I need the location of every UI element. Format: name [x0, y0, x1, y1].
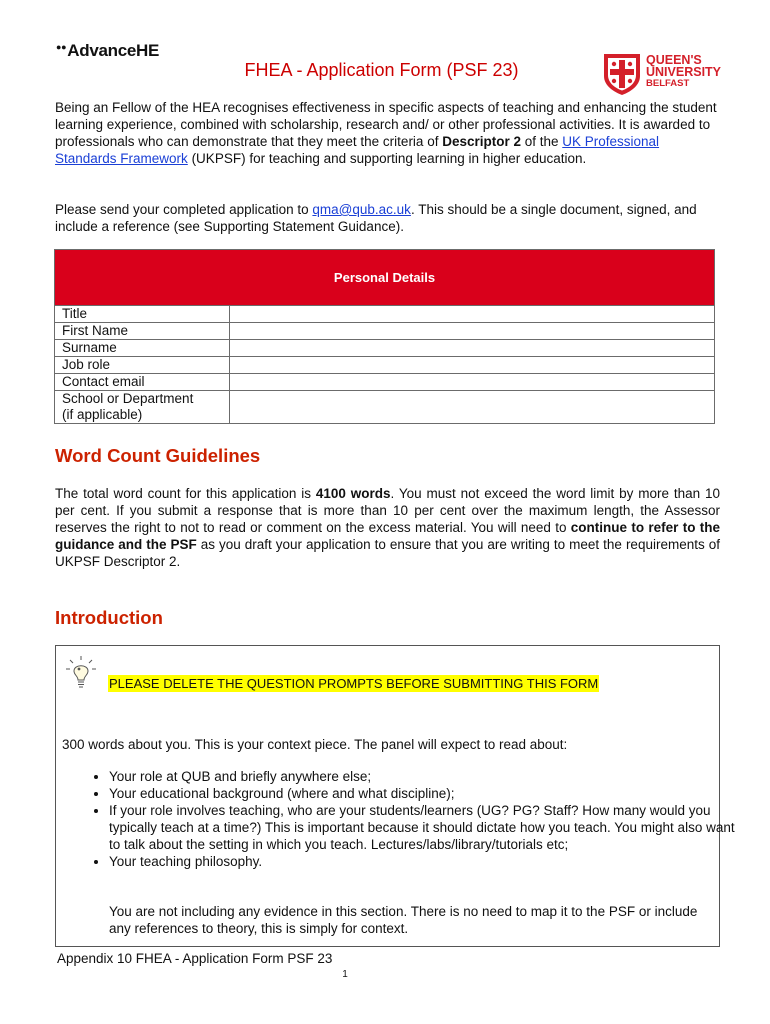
personal-details-heading: Personal Details	[55, 250, 715, 306]
intro-paragraph: Being an Fellow of the HEA recognises effectiveness in specific aspects of teaching and enhancing the student learning experience, combined with scholarship, research and/ or other professional activities. It is awarded to professionals who can demonstrate that they meet the criteria of Descriptor 2 of the UK Professional Standards Framework (UKPSF) for teaching and supporting learning in higher education.	[55, 100, 717, 166]
table-row	[55, 306, 715, 323]
advance-he-logo-mark: ●●	[56, 42, 67, 52]
page-title: FHEA - Application Form (PSF 23)	[244, 60, 519, 80]
submission-paragraph: Please send your completed application to qma@qub.ac.uk. This should be a single document, signed, and include a reference (see Supporting Statement Guidance).	[55, 202, 697, 234]
field-input-job-role[interactable]	[230, 357, 715, 374]
list-item: • Your educational background (where and what discipline);	[109, 785, 749, 802]
advance-he-logo	[56, 41, 159, 61]
field-input-contact-email[interactable]	[230, 374, 715, 391]
introduction-closing: You are not including any evidence in this section. There is no need to map it to the PSF or include any references to theory, this is simply for context.	[109, 904, 698, 936]
qub-logo-text: QUEEN'S UNIVERSITY BELFAST	[646, 53, 722, 89]
field-input-surname[interactable]	[230, 340, 715, 357]
delete-prompts-notice: PLEASE DELETE THE QUESTION PROMPTS BEFORE SUBMITTING THIS FORM	[109, 676, 599, 691]
field-label-school: School or Department (if applicable)	[55, 391, 230, 424]
ukpsf-link[interactable]: UK Professional Standards Framework	[55, 134, 660, 166]
table-row	[55, 391, 715, 424]
personal-details-table	[54, 249, 715, 424]
table-row	[55, 374, 715, 391]
list-item: • Your teaching philosophy.	[109, 853, 749, 870]
table-row	[55, 340, 715, 357]
introduction-heading: Introduction	[55, 607, 163, 628]
word-count-heading: Word Count Guidelines	[55, 445, 261, 466]
list-item: • Your role at QUB and briefly anywhere else;	[109, 768, 749, 785]
email-link[interactable]: qma@qub.ac.uk	[312, 202, 411, 217]
introduction-bullets	[60, 768, 749, 870]
table-row	[55, 357, 715, 374]
list-item: • If your role involves teaching, who are your students/learners (UG? PG? Staff? How many would you typically teach at a time?) This is important because it should dictate how you teach. You might also want to talk about the setting in which you teach. Lectures/labs/library/tutorials etc;	[109, 802, 749, 853]
field-label-contact-email: Contact email	[55, 374, 230, 391]
word-count-paragraph: The total word count for this application is 4100 words. You must not exceed the word limit by more than 10 per cent. If you submit a response that is more than 10 per cent over the maximum length, the Assessor reserves the right to not to read or comment on the excess material. You will need to continue to refer to the guidance and the PSF as you draft your application to ensure that you are writing to meet the requirements of UKPSF Descriptor 2.	[55, 486, 720, 569]
field-label-title: Title	[55, 306, 230, 323]
field-label-surname: Surname	[55, 340, 230, 357]
qub-crest-icon	[602, 52, 642, 96]
lightbulb-icon	[63, 655, 99, 689]
table-row	[55, 323, 715, 340]
introduction-lead: 300 words about you. This is your context piece. The panel will expect to read about:	[62, 737, 568, 752]
field-input-first-name[interactable]	[230, 323, 715, 340]
page-number: 1	[342, 969, 348, 980]
advance-he-logo-text: AdvanceHE	[67, 41, 160, 60]
field-input-school[interactable]	[230, 391, 715, 424]
footer-text: Appendix 10 FHEA - Application Form PSF 23	[57, 951, 333, 966]
field-label-job-role: Job role	[55, 357, 230, 374]
field-label-first-name: First Name	[55, 323, 230, 340]
field-input-title[interactable]	[230, 306, 715, 323]
